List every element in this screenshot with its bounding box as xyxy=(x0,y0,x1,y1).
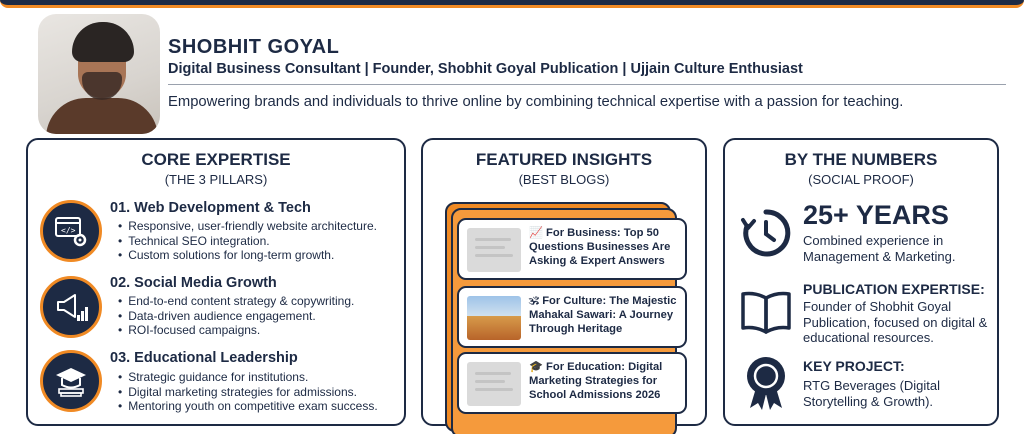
profile-header xyxy=(38,14,1008,136)
panel-subtitle: (THE 3 PILLARS) xyxy=(164,172,268,187)
panel-title: FEATURED INSIGHTS xyxy=(475,150,653,169)
project-description: RTG Beverages (Digital Storytelling & Growth). xyxy=(803,378,941,409)
expertise-bullets xyxy=(118,370,378,414)
temple-thumbnail xyxy=(467,296,521,340)
graduation-cap-icon: 🎓 xyxy=(529,361,543,373)
graduation-cap-icon xyxy=(40,350,102,412)
profile-mission: Empowering brands and individuals to thrive online by combining technical expertise with a passion for teaching. xyxy=(168,94,904,110)
expertise-bullet: • Strategic guidance for institutions. xyxy=(118,370,378,385)
blog-title: For Business: Top 50 Questions Businesses Are Asking & Expert Answers xyxy=(529,227,671,267)
blog-card[interactable] xyxy=(457,286,687,348)
panel-subtitle: (BEST BLOGS) xyxy=(518,172,610,187)
blog-card[interactable] xyxy=(457,352,687,414)
header-divider xyxy=(168,84,1006,85)
om-icon: 🕉 xyxy=(529,295,540,307)
chart-up-icon: 📈 xyxy=(529,227,543,239)
blog-thumbnail xyxy=(467,228,521,272)
by-the-numbers-panel xyxy=(723,138,999,426)
panel-title: CORE EXPERTISE xyxy=(141,150,291,169)
web-code-gear-icon xyxy=(40,200,102,262)
expertise-title: 01. Web Development & Tech xyxy=(110,200,311,216)
blog-title: For Culture: The Majestic Mahakal Sawari: A Journey Through Heritage xyxy=(529,295,677,335)
expertise-bullet: • Data-driven audience engagement. xyxy=(118,309,354,324)
expertise-bullet: • Custom solutions for long-term growth. xyxy=(118,248,377,263)
panel-title: BY THE NUMBERS xyxy=(784,150,938,169)
expertise-title: 03. Educational Leadership xyxy=(110,350,298,366)
core-expertise-panel xyxy=(26,138,406,426)
blog-thumbnail xyxy=(467,362,521,406)
expertise-bullets xyxy=(118,219,377,263)
expertise-bullet: • Mentoring youth on competitive exam success. xyxy=(118,399,378,414)
publication-description: Founder of Shobhit Goyal Publication, focused on digital & educational resources. xyxy=(803,299,988,345)
expertise-title: 02. Social Media Growth xyxy=(110,275,277,291)
publication-label: PUBLICATION EXPERTISE: xyxy=(803,281,985,297)
blog-title: For Education: Digital Marketing Strategies for School Admissions 2026 xyxy=(529,361,663,401)
profile-tagline: Digital Business Consultant | Founder, Shobhit Goyal Publication | Ujjain Culture Enthusiast xyxy=(168,61,803,77)
top-banner-edge xyxy=(0,0,1024,8)
expertise-bullet: • End-to-end content strategy & copywriting. xyxy=(118,294,354,309)
open-book-icon xyxy=(737,284,795,342)
expertise-bullet: • Responsive, user-friendly website architecture. xyxy=(118,219,377,234)
expertise-bullets xyxy=(118,294,354,338)
profile-name: SHOBHIT GOYAL xyxy=(168,36,340,58)
clock-icon xyxy=(737,204,795,262)
years-description: Combined experience in Management & Marketing. xyxy=(803,233,956,264)
project-label: KEY PROJECT: xyxy=(803,358,905,374)
svg-text:</>: </> xyxy=(61,226,76,235)
panel-subtitle: (SOCIAL PROOF) xyxy=(808,172,914,187)
blog-card[interactable] xyxy=(457,218,687,280)
expertise-bullet: • ROI-focused campaigns. xyxy=(118,323,354,338)
award-ribbon-icon xyxy=(737,354,795,412)
years-value: 25+ YEARS xyxy=(803,200,949,230)
megaphone-growth-icon xyxy=(40,276,102,338)
expertise-bullet: • Technical SEO integration. xyxy=(118,234,377,249)
expertise-bullet: • Digital marketing strategies for admissions. xyxy=(118,385,378,400)
profile-photo xyxy=(38,14,160,134)
featured-insights-panel xyxy=(421,138,707,426)
